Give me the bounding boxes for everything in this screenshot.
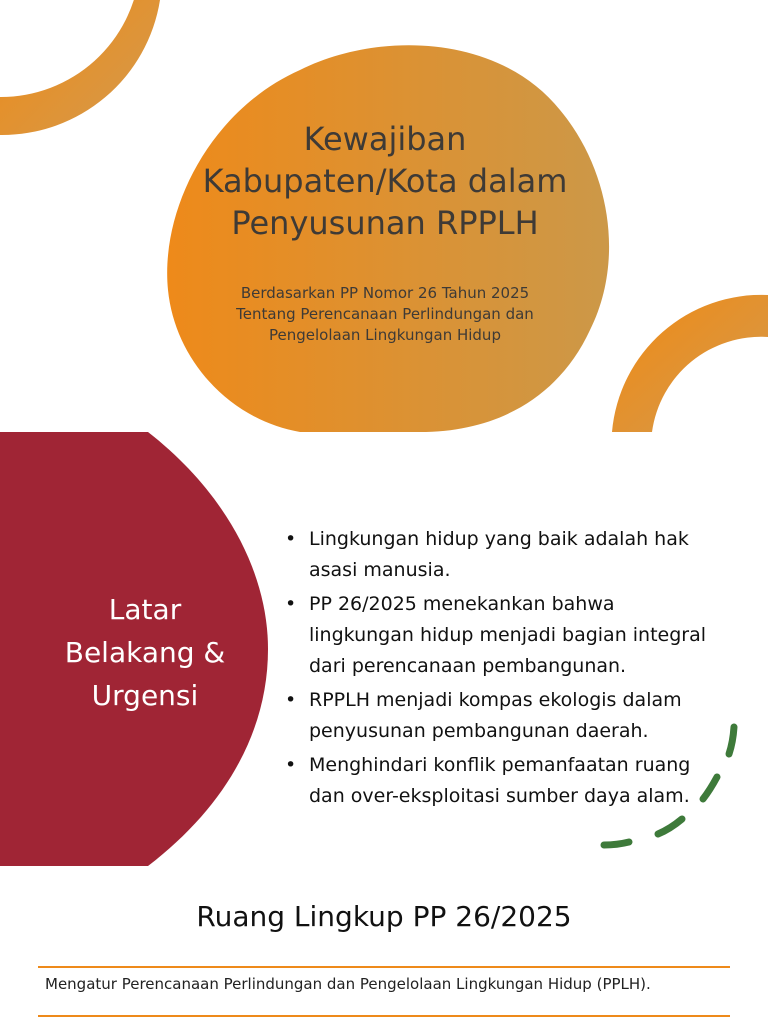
orange-divider xyxy=(38,966,730,968)
bottom-right-ring-arc xyxy=(612,295,768,432)
orange-divider xyxy=(38,1015,730,1017)
title-line: Penyusunan RPPLH xyxy=(231,204,539,242)
title-slide xyxy=(0,0,768,432)
subtitle-line: Tentang Perencanaan Perlindungan dan Pengelolaan Lingkungan Hidup xyxy=(236,305,534,344)
section-title xyxy=(45,588,245,717)
section-title-line: Urgensi xyxy=(91,679,199,712)
background-slide xyxy=(0,432,768,866)
bullet-glyph: • xyxy=(285,754,297,776)
bullet-item xyxy=(285,685,725,747)
bullet-item xyxy=(285,750,725,812)
bullet-list xyxy=(285,524,725,815)
subtitle-line: Berdasarkan PP Nomor 26 Tahun 2025 xyxy=(240,284,530,302)
bullet-glyph: • xyxy=(285,689,297,711)
scope-slide xyxy=(0,866,768,1024)
bullet-glyph: • xyxy=(285,593,297,615)
top-left-ring-arc xyxy=(0,0,160,135)
section-title-line: Latar xyxy=(108,593,182,626)
title-line: Kewajiban xyxy=(303,120,467,158)
bullet-text: PP 26/2025 menekankan bahwa lingkungan hidup menjadi bagian integral dari perencanaan pembangunan. xyxy=(309,593,707,677)
slide-subtitle xyxy=(200,283,570,346)
title-line: Kabupaten/Kota dalam xyxy=(202,162,568,200)
bullet-text: Menghindari konflik pemanfaatan ruang dan over-eksploitasi sumber daya alam. xyxy=(309,754,691,807)
section-title-line: Belakang & xyxy=(64,636,226,669)
bullet-item xyxy=(285,589,725,682)
scope-row: Mengatur Perencanaan Perlindungan dan Pengelolaan Lingkungan Hidup (PPLH). xyxy=(45,975,651,993)
scope-title: Ruang Lingkup PP 26/2025 xyxy=(196,900,572,933)
bullet-glyph: • xyxy=(285,528,297,550)
bullet-text: RPPLH menjadi kompas ekologis dalam penyusunan pembangunan daerah. xyxy=(309,689,682,742)
bullet-item xyxy=(285,524,725,586)
slide-title xyxy=(190,118,580,244)
bullet-text: Lingkungan hidup yang baik adalah hak asasi manusia. xyxy=(309,528,689,581)
